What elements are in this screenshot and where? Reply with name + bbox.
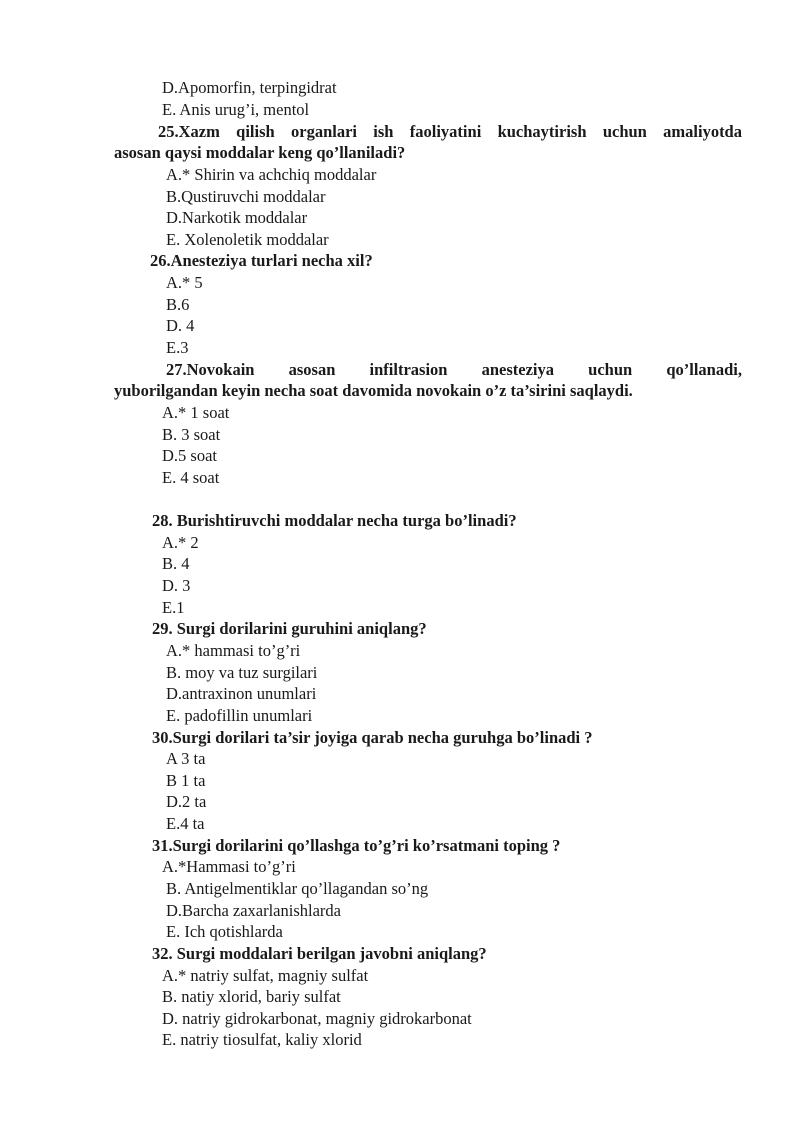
answer-option: B. moy va tuz surgilari	[166, 663, 318, 682]
answer-option: E.4 ta	[166, 814, 205, 833]
answer-option: E. Anis urug’i, mentol	[162, 100, 310, 119]
answer-option: B. 3 soat	[162, 425, 221, 444]
question-text: 26.Anesteziya turlari necha xil?	[150, 251, 373, 270]
answer-option: D.Barcha zaxarlanishlarda	[166, 901, 341, 920]
answer-option: E. Ich qotishlarda	[166, 922, 283, 941]
answer-option: E. Xolenoletik moddalar	[166, 230, 329, 249]
answer-option: A.* hammasi to’g’ri	[166, 641, 301, 660]
answer-option: A.* 5	[166, 273, 203, 292]
answer-option: A.* 1 soat	[162, 403, 230, 422]
question-text: 27.Novokain asosan infiltrasion anesteziya uchun qo’llanadi,	[166, 360, 742, 379]
answer-option: A.* 2	[162, 533, 199, 552]
question-text: 25.Xazm qilish organlari ish faoliyatini kuchaytirish uchun amaliyotda	[158, 122, 742, 141]
answer-option: B. natiy xlorid, bariy sulfat	[162, 987, 341, 1006]
answer-option: D.2 ta	[166, 792, 207, 811]
answer-option: A.*Hammasi to’g’ri	[162, 857, 296, 876]
answer-option: E. padofillin unumlari	[166, 706, 313, 725]
question-text: 30.Surgi dorilari ta’sir joyiga qarab necha guruhga bo’linadi ?	[152, 728, 593, 747]
answer-option: D. natriy gidrokarbonat, magniy gidrokarbonat	[162, 1009, 472, 1028]
answer-option: D.antraxinon unumlari	[166, 684, 317, 703]
answer-option: E.3	[166, 338, 189, 357]
answer-option: D.Apomorfin, terpingidrat	[162, 78, 337, 97]
answer-option: B. 4	[162, 554, 190, 573]
question-text: 29. Surgi dorilarini guruhini aniqlang?	[152, 619, 427, 638]
question-text: yuborilgandan keyin necha soat davomida novokain o’z ta’sirini saqlaydi.	[114, 381, 633, 400]
question-text: 31.Surgi dorilarini qo’llashga to’g’ri ko’rsatmani toping ?	[152, 836, 561, 855]
answer-option: D. 4	[166, 316, 195, 335]
answer-option: E. natriy tiosulfat, kaliy xlorid	[162, 1030, 362, 1049]
answer-option: D. 3	[162, 576, 191, 595]
answer-option: B.Qustiruvchi moddalar	[166, 187, 326, 206]
answer-option: E.1	[162, 598, 185, 617]
answer-option: B. Antigelmentiklar qo’llagandan so’ng	[166, 879, 429, 898]
answer-option: D.Narkotik moddalar	[166, 208, 308, 227]
answer-option: B.6	[166, 295, 190, 314]
answer-option: A.* Shirin va achchiq moddalar	[166, 165, 377, 184]
answer-option: A.* natriy sulfat, magniy sulfat	[162, 966, 369, 985]
answer-option: D.5 soat	[162, 446, 217, 465]
answer-option: A 3 ta	[166, 749, 206, 768]
answer-option: E. 4 soat	[162, 468, 220, 487]
question-text: 28. Burishtiruvchi moddalar necha turga bo’linadi?	[152, 511, 517, 530]
question-text: asosan qaysi moddalar keng qo’llaniladi?	[114, 143, 406, 162]
answer-option: B 1 ta	[166, 771, 206, 790]
question-text: 32. Surgi moddalari berilgan javobni aniqlang?	[152, 944, 487, 963]
